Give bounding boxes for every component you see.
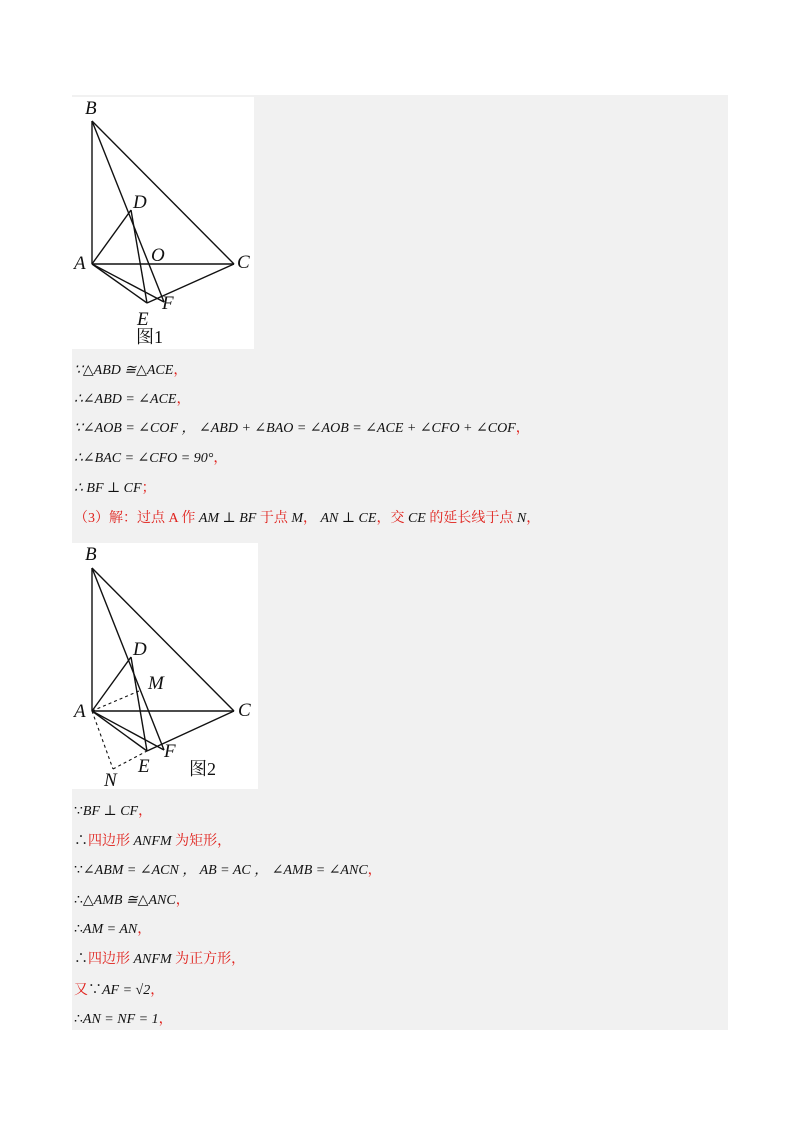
proof-line-4-punct: ， (213, 451, 228, 466)
proof-line-10-symbol: ∴ (74, 922, 83, 937)
proof-line-8-punct: ， (367, 863, 382, 878)
label-a: A (74, 253, 86, 274)
proof-line-9-punct: ， (175, 893, 190, 908)
part-3-math-1: AM ⊥ BF (198, 511, 257, 526)
part-3-math-5: N (516, 511, 527, 526)
proof-line-10 (74, 921, 151, 939)
proof-line-10-punct: ， (137, 922, 152, 937)
label-o: O (151, 245, 165, 266)
proof-line-7-punct: ， (217, 834, 232, 849)
figure-2 (72, 543, 258, 789)
proof-line-9-math: △AMB ≅△ANC (82, 893, 176, 908)
proof-line-7-symbol: ∴ (74, 834, 88, 849)
proof-line-13-symbol: ∴ (74, 1012, 83, 1027)
proof-line-7 (74, 833, 231, 851)
proof-line-12 (74, 982, 164, 1000)
proof-line-4-math: ∴∠BAC = ∠CFO = 90° (74, 451, 214, 466)
part-3-end: ， (526, 511, 541, 526)
proof-line-9-symbol: ∴ (74, 893, 83, 908)
part-3-statement (74, 510, 540, 528)
part-3-head: （3）解：过点 A 作 (74, 511, 196, 526)
figure-1 (72, 97, 254, 349)
label-m: M (148, 673, 164, 694)
proof-line-8 (74, 862, 382, 880)
proof-line-7-text-pre: 四边形 (88, 834, 130, 849)
segment-af (92, 711, 164, 750)
segment-bf (92, 121, 164, 302)
proof-line-13-math: AN = NF = 1 (82, 1012, 159, 1027)
label-a: A (74, 701, 86, 722)
proof-line-2 (74, 391, 190, 409)
figure-2-drawing (72, 543, 258, 789)
part-3-sep: ， (303, 511, 317, 526)
label-e: E (138, 756, 150, 777)
proof-line-6-punct: ， (138, 804, 153, 819)
proof-line-4 (74, 450, 227, 468)
segment-an-dashed (92, 711, 113, 769)
part-3-text-3: 的延长线于点 (429, 511, 514, 526)
label-n: N (104, 770, 117, 789)
proof-line-5-math: ∴ BF ⊥ CF (74, 481, 142, 496)
proof-line-11-punct: ， (231, 952, 246, 967)
proof-line-12-math: AF = √2 (102, 983, 151, 998)
proof-line-5 (74, 480, 156, 498)
proof-line-12-symbol: ∵ (88, 983, 102, 998)
label-f: F (164, 741, 176, 762)
proof-line-2-math: ∴∠ABD = ∠ACE (74, 392, 177, 407)
proof-line-12-punct: ， (150, 983, 165, 998)
segment-bf (92, 568, 164, 750)
proof-line-11-math: ANFM (133, 952, 172, 967)
proof-line-8-math: ∠ABM = ∠ACN ， AB = AC ， ∠AMB = ∠ANC (82, 863, 368, 878)
proof-line-11-text-pre: 四边形 (88, 952, 130, 967)
part-3-math-2: M (291, 511, 303, 526)
proof-line-6-symbol: ∵ (74, 804, 83, 819)
proof-line-1-math: ∵△ABD ≅△ACE (74, 363, 174, 378)
part-3-text-2: ，交 (376, 511, 405, 526)
segment-bc (92, 121, 234, 264)
segment-ae (92, 264, 147, 303)
label-c: C (238, 700, 251, 721)
proof-line-6-math: BF ⊥ CF (82, 804, 139, 819)
proof-line-3-math: ∵∠AOB = ∠COF ， ∠ABD + ∠BAO = ∠AOB = ∠ACE + ∠CFO + ∠COF (74, 421, 516, 436)
proof-line-8-symbol: ∵ (74, 863, 83, 878)
proof-line-11-text-post: 为正方形 (175, 952, 232, 967)
segment-ae (92, 711, 147, 751)
segment-af (92, 264, 164, 302)
proof-line-9 (74, 892, 190, 910)
proof-line-6 (74, 803, 152, 821)
proof-line-3-punct: ， (515, 421, 530, 436)
proof-line-13 (74, 1011, 173, 1029)
figure-2-caption: 图2 (189, 759, 216, 779)
proof-line-13-punct: ， (158, 1012, 173, 1027)
segment-ad (92, 657, 131, 711)
part-3-math-3: AN ⊥ CE (320, 511, 377, 526)
proof-line-7-text-post: 为矩形 (175, 834, 218, 849)
proof-line-5-punct: ； (141, 481, 156, 496)
label-b: B (85, 98, 97, 119)
label-b: B (85, 544, 97, 565)
figure-1-drawing (72, 97, 254, 349)
proof-line-7-math: ANFM (133, 834, 172, 849)
proof-line-10-math: AM = AN (82, 922, 138, 937)
label-e: E (137, 309, 149, 330)
proof-line-1 (74, 362, 187, 380)
label-c: C (237, 252, 250, 273)
proof-line-11-symbol: ∴ (74, 952, 88, 967)
label-f: F (162, 293, 174, 314)
figure-1-caption: 图1 (136, 327, 163, 347)
proof-line-2-punct: ， (176, 392, 191, 407)
label-d: D (133, 192, 147, 213)
segment-ad (92, 210, 131, 264)
segment-ce (147, 264, 234, 303)
segment-ce (147, 711, 234, 751)
part-3-math-4: CE (407, 511, 426, 526)
proof-line-3 (74, 420, 530, 438)
proof-line-1-punct: ， (173, 363, 188, 378)
proof-line-12-text-pre: 又 (74, 983, 88, 998)
part-3-text-1: 于点 (259, 511, 288, 526)
label-d: D (133, 639, 147, 660)
proof-line-11 (74, 951, 245, 969)
